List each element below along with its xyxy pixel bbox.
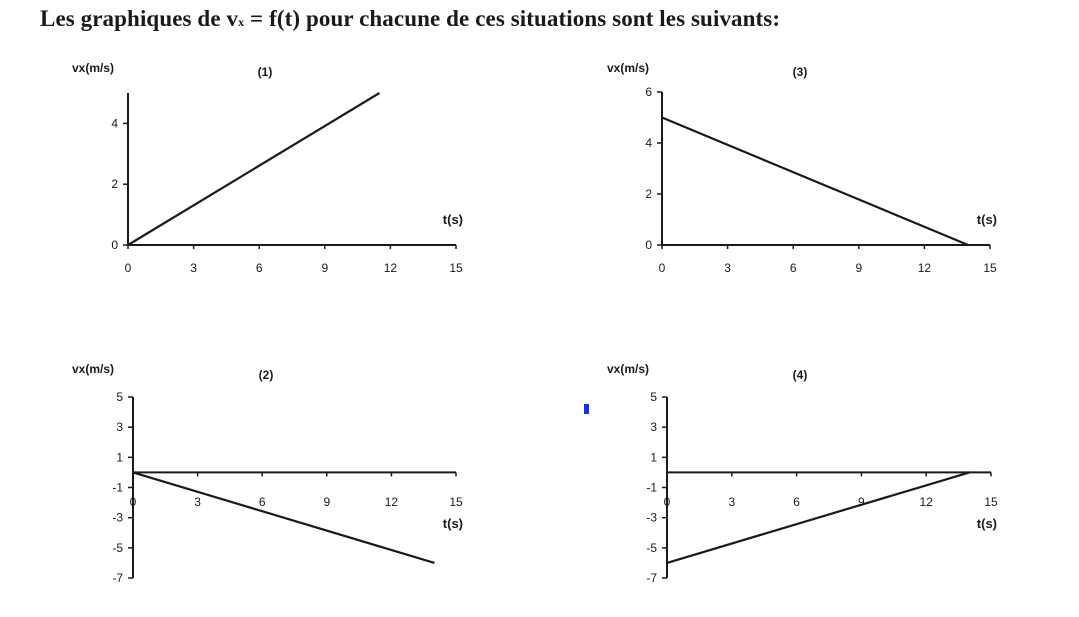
y-axis-label: vx(m/s)	[607, 61, 650, 75]
x-tick-label: 3	[190, 261, 197, 275]
y-axis-label: vx(m/s)	[72, 61, 115, 75]
y-tick-label: 6	[645, 85, 652, 99]
chart-title: (1)	[257, 65, 273, 79]
y-tick-label: 1	[116, 450, 123, 465]
heading-text-after: = f(t) pour chacune de ces situations sont les suivants:	[244, 6, 781, 31]
y-tick-label: -1	[112, 480, 123, 495]
y-tick-label: 5	[116, 390, 123, 404]
x-tick-label: 15	[983, 261, 997, 275]
y-axis-label: vx(m/s)	[607, 362, 650, 376]
x-axis-label: t(s)	[976, 212, 997, 227]
y-tick-label: 5	[650, 390, 657, 404]
y-tick-label: 3	[650, 420, 657, 435]
x-axis-label: t(s)	[442, 212, 463, 227]
x-tick-label: 12	[384, 495, 399, 509]
y-tick-label: -3	[646, 510, 657, 525]
x-axis-label: t(s)	[442, 516, 463, 531]
y-tick-label: 2	[111, 177, 118, 192]
x-tick-label: 0	[663, 495, 671, 509]
y-tick-label: -3	[112, 510, 123, 525]
y-tick-label: 1	[650, 450, 657, 465]
y-tick-label: 0	[645, 238, 652, 252]
y-tick-label: 4	[645, 136, 652, 150]
x-tick-label: 15	[449, 261, 463, 275]
x-tick-label: 15	[984, 495, 998, 509]
series-line	[667, 472, 969, 563]
x-tick-label: 9	[323, 495, 331, 509]
chart-title: (2)	[258, 368, 274, 382]
x-tick-label: 12	[919, 495, 933, 509]
x-tick-label: 3	[724, 261, 731, 275]
y-tick-label: -7	[112, 571, 123, 585]
x-tick-label: 0	[658, 261, 666, 275]
y-tick-label: -5	[112, 540, 123, 555]
y-tick-label: 0	[111, 238, 118, 252]
blue-mark	[584, 404, 589, 414]
y-tick-label: 4	[111, 116, 118, 131]
x-tick-label: 0	[124, 261, 132, 275]
x-tick-label: 3	[194, 495, 201, 509]
x-tick-label: 15	[449, 495, 463, 509]
y-tick-label: -5	[646, 540, 657, 555]
x-tick-label: 9	[855, 261, 863, 275]
y-axis-label: vx(m/s)	[72, 362, 115, 376]
heading-text-before: Les graphiques de v	[40, 6, 239, 31]
x-tick-label: 6	[789, 261, 797, 275]
y-tick-label: 2	[645, 187, 652, 201]
x-tick-label: 3	[728, 495, 736, 509]
x-tick-label: 6	[793, 495, 800, 509]
y-tick-label: 3	[116, 420, 123, 435]
x-tick-label: 9	[858, 495, 865, 509]
y-tick-label: -1	[646, 480, 657, 495]
x-tick-label: 6	[258, 495, 266, 509]
x-tick-label: 9	[321, 261, 329, 275]
x-axis-label: t(s)	[976, 516, 997, 531]
chart-title: (4)	[792, 368, 808, 382]
chart-title: (3)	[792, 65, 808, 79]
x-tick-label: 12	[917, 261, 932, 275]
heading-subscript: x	[238, 15, 245, 29]
x-tick-label: 6	[255, 261, 263, 275]
y-tick-label: -7	[646, 571, 657, 585]
x-tick-label: 12	[383, 261, 398, 275]
x-tick-label: 0	[129, 495, 137, 509]
